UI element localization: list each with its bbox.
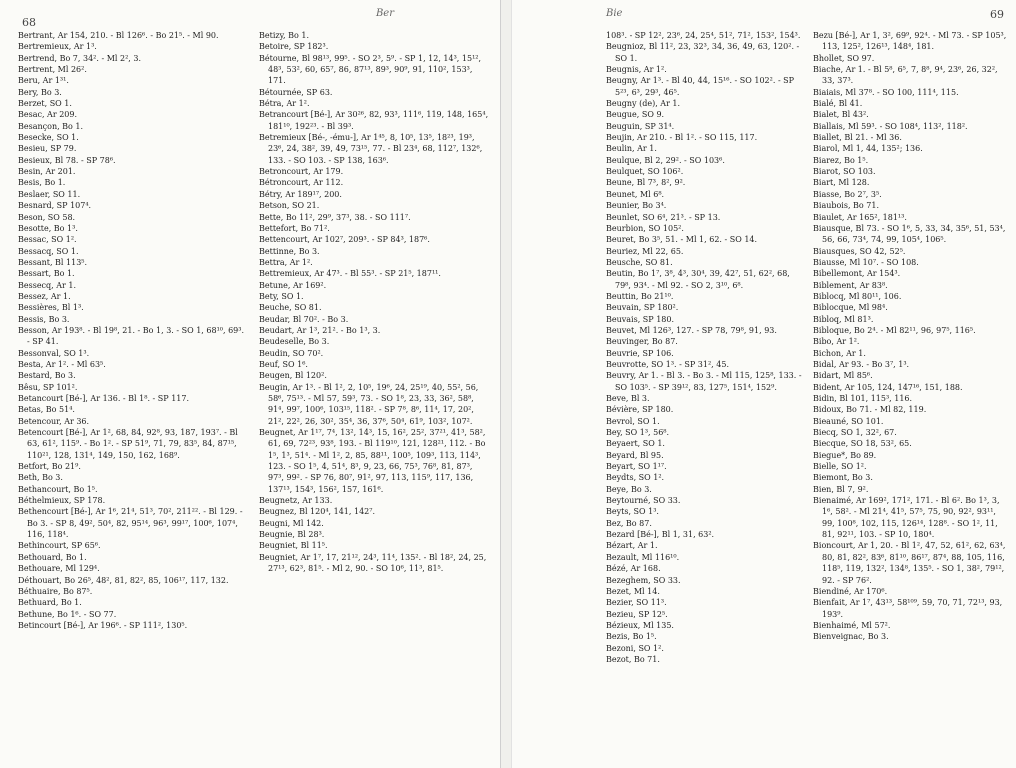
index-entry: Beuvet, Ml 126³, 127. - SP 78, 79⁸, 91, 93. xyxy=(606,325,777,335)
index-entry: Berzet, SO 1. xyxy=(18,99,72,109)
index-entry: Bezoni, SO 1². xyxy=(606,643,664,653)
index-entry: Beuttin, Bo 21¹⁰. xyxy=(606,291,674,301)
index-entry: Bezieu, SP 12⁵. xyxy=(606,609,668,619)
index-entry: Bez, Bo 87. xyxy=(606,518,652,528)
index-entry: Biausque, Bl 73. - SO 1⁶, 5, 33, 34, 35⁶, 51, 53⁴, 56, 66, 73⁴, 74, 99, 105⁴, 106⁵. xyxy=(813,223,1006,245)
right-page xyxy=(510,0,1016,768)
left-column-1 xyxy=(18,30,249,631)
index-entry: 108³. - SP 12², 23⁶, 24, 25⁴, 51², 71², 153², 154³. xyxy=(606,31,801,40)
index-entry: Betencourt [Bé-], Ar 1², 68, 84, 92⁸, 93, 187, 193⁷. - Bl 63, 61², 115⁹. - Bo 1². - SP 51⁹, 71, 79, 83⁵, 84, 87¹⁵, 110²¹, 128, 131⁴, 149, 150, 162, 168⁹. xyxy=(18,428,238,460)
index-entry: Betfort, Bo 21⁹. xyxy=(18,462,81,472)
index-entry: Bessac, SO 1². xyxy=(18,235,77,245)
index-entry: Besecke, SO 1. xyxy=(18,133,79,143)
index-entry: Bézart, Ar 1. xyxy=(606,541,658,551)
index-entry: Beyart, SO 1¹⁷. xyxy=(606,462,667,472)
index-entry: Bezet, Ml 14. xyxy=(606,586,660,596)
index-entry: Bertrend, Bo 7, 34². - Ml 2², 3. xyxy=(18,53,142,63)
index-entry: Beunier, Bo 3⁴. xyxy=(606,201,667,211)
index-entry: Bétra, Ar 1². xyxy=(259,99,310,109)
index-entry: Bielle, SO 1². xyxy=(813,462,867,472)
index-entry: Biache, Ar 1. - Bl 5⁸, 6⁵, 7, 8⁸, 9⁴, 23⁶, 26, 32², 33, 37³. xyxy=(813,65,998,86)
index-entry: Biendiné, Ar 170⁶. xyxy=(813,586,888,596)
index-entry: Bessis, Bo 3. xyxy=(18,314,70,324)
index-entry: Bévière, SP 180. xyxy=(606,405,674,415)
index-entry: Beugnet, Ar 1¹⁷, 7⁴, 13², 14³, 15, 16², 25², 37²¹, 41³, 58², 61, 69, 72²³, 93⁸, 193. - Bl 119¹⁰, 121, 128²¹, 112. - Bo 1⁵, 1³, 51⁴. - Ml 1², 2, 85, 88¹¹, 100⁵, 109³, 113, 114³, 123. - SO 1⁵, 4, 51⁴, 8³, 9, 23, 66, 75³, 76⁸, 81, 87³, 97³, 99². - SP 76, 80⁷, 91², 97, 113, 115⁹, 117, 136, 137¹³, 154³, 156², 157, 161⁶. xyxy=(259,428,486,494)
index-entry: Beugnis, Ar 1². xyxy=(606,65,667,75)
page-number-left: 68 xyxy=(22,16,36,29)
index-entry: Bézé, Ar 168. xyxy=(606,564,661,574)
index-entry: Biemont, Bo 3. xyxy=(813,473,873,483)
index-entry: Bezis, Bo 1⁵. xyxy=(606,632,657,642)
index-entry: Bialé, Bl 41. xyxy=(813,99,863,109)
index-entry: Bétry, Ar 189¹⁷, 200. xyxy=(259,189,342,199)
index-entry: Beugue, SO 9. xyxy=(606,110,665,120)
index-entry: Bidal, Ar 93. - Bo 3⁷, 1³. xyxy=(813,359,910,369)
index-entry: Bezault, Ml 116¹⁰. xyxy=(606,552,680,562)
index-entry: Bethune, Bo 1⁶. - SO 77. xyxy=(18,609,117,619)
index-entry: Bezier, SO 11³. xyxy=(606,598,667,608)
index-entry: Besis, Bo 1. xyxy=(18,178,66,188)
index-entry: Beson, SO 58. xyxy=(18,212,76,222)
index-entry: Beru, Ar 1³¹. xyxy=(18,76,69,86)
index-entry: Beulin, Ar 1. xyxy=(606,144,657,154)
index-entry: Besin, Ar 201. xyxy=(18,167,76,177)
index-entry: Bieauné, SO 101. xyxy=(813,416,884,426)
page-number-right: 69 xyxy=(990,8,1004,21)
index-entry: Beudar, Bl 70². - Bo 3. xyxy=(259,314,349,324)
index-entry: Biaulet, Ar 165², 181¹³. xyxy=(813,212,907,222)
index-entry: Beye, Bo 3. xyxy=(606,484,652,494)
index-entry: Bevrol, SO 1. xyxy=(606,416,660,426)
index-entry: Bette, Bo 11², 29⁹, 37³, 38. - SO 111⁷. xyxy=(259,212,411,222)
index-entry: Beugny, Ar 1³. - Bl 40, 44, 15¹⁶. - SO 102². - SP 5²³, 6³, 29³, 46⁵. xyxy=(606,76,795,97)
index-entry: Bethuard, Bo 1. xyxy=(18,598,82,608)
index-entry: Beuf, SO 1⁶. xyxy=(259,359,308,369)
right-page-header xyxy=(606,6,1010,30)
index-entry: Bethancourt, Bo 1⁵. xyxy=(18,484,98,494)
index-entry: Beth, Bo 3. xyxy=(18,473,63,483)
index-entry: Bezeghem, SO 33. xyxy=(606,575,681,585)
index-entry: Beugny (de), Ar 1. xyxy=(606,99,681,109)
index-entry: Beutin, Bo 1⁷, 3⁸, 4³, 30⁴, 39, 42⁷, 51, 62², 68, 79⁸, 93⁴. - Ml 92. - SO 2, 3¹⁰, 6⁸. xyxy=(606,269,790,290)
index-entry: Beugnie, Bl 28³. xyxy=(259,530,325,540)
index-entry: Beulquet, SO 106². xyxy=(606,167,684,177)
index-entry: Betancourt [Bé-], Ar 136. - Bl 1⁸. - SP 117. xyxy=(18,394,189,403)
index-entry: Bibloque, Bo 2⁴. - Ml 82¹¹, 96, 97⁵, 116⁵. xyxy=(813,325,976,335)
index-entry: Déthouart, Bo 26⁵, 48², 81, 82², 85, 106¹⁷, 117, 132. xyxy=(18,575,229,585)
index-entry: Beunlet, SO 6⁴, 21³. - SP 13. xyxy=(606,212,721,222)
index-entry: Beugniet, Ar 1⁷, 17, 21¹², 24³, 11⁴, 135². - Bl 18², 24, 25, 27¹³, 62³, 81⁵. - Ml 2, 90. - SO 10⁶, 11³, 81⁵. xyxy=(259,552,487,574)
index-entry: Bétroncourt, Ar 112. xyxy=(259,178,344,188)
index-entry: Beulque, Bl 2, 29². - SO 103⁶. xyxy=(606,155,725,165)
index-entry: Biallais, Ml 59³. - SO 108⁴, 113², 118². xyxy=(813,121,968,131)
index-entry: Bessières, Bl 1³. xyxy=(18,303,84,313)
index-entry: Biaubois, Bo 71. xyxy=(813,201,880,211)
left-columns xyxy=(18,30,490,631)
index-entry: Biblocq, Ml 80¹¹, 106. xyxy=(813,291,902,301)
right-column-1 xyxy=(606,30,803,665)
index-entry: Bettencourt, Ar 102⁷, 209³. - SP 84³, 187⁶. xyxy=(259,235,430,245)
index-entry: Beugniet, Bl 11⁵. xyxy=(259,541,328,551)
index-entry: Besieu, SP 79. xyxy=(18,144,77,154)
index-entry: Beudart, Ar 1³, 21². - Bo 1³, 3. xyxy=(259,325,381,335)
index-entry: Biecq, SO 1, 32², 67. xyxy=(813,428,897,438)
index-entry: Beuvinger, Bo 87. xyxy=(606,337,678,347)
index-entry: Bethincourt, SP 65⁶. xyxy=(18,541,101,551)
index-entry: Béthuaire, Bo 87⁵. xyxy=(18,586,93,596)
index-entry: Beuvry, Ar 1. - Bl 3. - Bo 3. - Ml 115, 125⁸, 133. - SO 103⁵. - SP 39¹², 83, 127⁵, 151⁴, 152⁹. xyxy=(606,371,802,392)
index-entry: Biblocque, Ml 98⁴. xyxy=(813,303,888,313)
left-page-header xyxy=(18,6,490,30)
index-entry: Béthelmieux, SP 178. xyxy=(18,496,106,506)
index-entry: Bialet, Bl 43². xyxy=(813,110,869,120)
index-entry: Beusche, SO 81. xyxy=(606,257,673,267)
index-entry: Betincourt [Bé-], Ar 196⁶. - SP 111², 130⁵. xyxy=(18,620,188,630)
index-entry: Bibloq, Ml 81³. xyxy=(813,314,874,324)
index-entry: Besac, Ar 209. xyxy=(18,110,78,120)
index-entry: Biecque, SO 18, 53², 65. xyxy=(813,439,912,449)
index-entry: Beydts, SO 1². xyxy=(606,473,665,483)
index-entry: Beuche, SO 81. xyxy=(259,303,322,313)
index-entry: Besotte, Bo 1³. xyxy=(18,223,78,233)
right-column-2 xyxy=(813,30,1010,665)
index-entry: Betroncourt, Ar 179. xyxy=(259,167,344,177)
index-entry: Beugen, Bl 120². xyxy=(259,371,327,381)
index-entry: Bienaimé, Ar 169², 171², 171. - Bl 6². Bo 1³, 3, 1⁶, 58². - Ml 21⁴, 41⁵, 57⁵, 75, 90, 92², 93¹¹, 99, 100⁸, 102, 115, 126¹⁴, 128⁸. - SO 1², 11, 81, 92¹¹, 103. - SP 10, 180⁴. xyxy=(813,496,1000,540)
index-entry: Bessez, Ar 1. xyxy=(18,291,71,301)
index-entry: Besta, Ar 1². - Ml 63⁵. xyxy=(18,359,106,369)
index-entry: Biegue*, Bo 89. xyxy=(813,450,877,460)
index-entry: Bessart, Bo 1. xyxy=(18,269,75,279)
index-entry: Bézieux, Ml 135. xyxy=(606,620,674,630)
index-entry: Beujin, Ar 210. - Bl 1². - SO 115, 117. xyxy=(606,133,758,143)
index-entry: Bêsu, SP 101². xyxy=(18,382,78,392)
index-entry: Bioncourt, Ar 1, 20. - Bl 1², 47, 52, 61², 62, 63⁴, 80, 81, 82², 83⁶, 81¹⁰, 86¹⁷, 87⁴, 88, 105, 116, 118⁵, 119, 132², 134⁸, 135⁵. - SO 1, 38², 79¹², 92. - SP 76². xyxy=(813,541,1006,585)
index-entry: Beslaer, SO 11. xyxy=(18,189,81,199)
index-entry: Bienhaimé, Ml 57². xyxy=(813,620,891,630)
index-entry: Bettinne, Bo 3. xyxy=(259,246,320,256)
index-entry: Bibellemont, Ar 154³. xyxy=(813,269,901,279)
index-entry: Beugnetz, Ar 133. xyxy=(259,496,333,506)
index-entry: Bestard, Bo 3. xyxy=(18,371,76,381)
index-entry: Beugnez, Bl 120⁴, 141, 142⁷. xyxy=(259,507,375,517)
index-entry: Beuvain, SP 180². xyxy=(606,303,679,313)
index-entry: Biausques, SO 42, 52⁵. xyxy=(813,246,906,256)
index-entry: Beudeselle, Bo 3. xyxy=(259,337,330,347)
index-entry: Betson, SO 21. xyxy=(259,201,320,211)
index-entry: Bezot, Bo 71. xyxy=(606,654,660,664)
index-entry: Beune, Bl 7³, 8², 9². xyxy=(606,178,686,188)
running-head-left: Ber xyxy=(375,8,394,19)
index-entry: Beyts, SO 1³. xyxy=(606,507,659,517)
index-entry: Bidoux, Bo 71. - Ml 82, 119. xyxy=(813,405,927,415)
index-entry: Bessonval, SO 1³. xyxy=(18,348,90,358)
index-entry: Beve, Bl 3. xyxy=(606,394,650,403)
index-entry: Bethouare, Ml 129⁴. xyxy=(18,564,100,574)
index-entry: Bety, SO 1. xyxy=(259,291,304,301)
index-entry: Beuriez, Ml 22, 65. xyxy=(606,246,684,256)
index-entry: Betrancourt [Bé-], Ar 30²⁶, 82, 93³, 111⁶, 119, 148, 165⁴, 181¹⁰, 192²³. - Bl 39³. xyxy=(259,110,489,131)
index-entry: Bertremieux, Ar 1³. xyxy=(18,42,97,52)
index-entry: Betoire, SP 182³. xyxy=(259,42,329,52)
index-entry: Besnard, SP 107⁴. xyxy=(18,201,92,211)
index-entry: Bichon, Ar 1. xyxy=(813,348,866,358)
index-entry: Betas, Bo 51⁴. xyxy=(18,405,75,415)
index-entry: Beyaert, SO 1. xyxy=(606,439,665,449)
index-entry: Beuvais, SP 180. xyxy=(606,314,675,324)
index-entry: Biarol, Ml 1, 44, 135²; 136. xyxy=(813,144,923,154)
index-entry: Bident, Ar 105, 124, 147¹⁶, 151, 188. xyxy=(813,382,963,392)
index-entry: Bettra, Ar 1². xyxy=(259,257,313,267)
left-page xyxy=(0,0,500,768)
index-entry: Beudin, SO 70². xyxy=(259,348,324,358)
index-entry: Betune, Ar 169². xyxy=(259,280,327,290)
index-entry: Bertrent, Ml 26². xyxy=(18,65,87,75)
index-entry: Bethencourt [Bé-], Ar 1⁶, 21⁴, 51³, 70², 211²². - Bl 129. - Bo 3. - SP 8, 49², 50⁴, 82, 95¹⁴, 96³, 99¹⁷, 100⁶, 107⁴, 116, 118⁴. xyxy=(18,507,243,540)
index-entry: Besieux, Bl 78. - SP 78⁶. xyxy=(18,155,116,165)
index-entry: Biblement, Ar 83⁸. xyxy=(813,280,888,290)
index-entry: Bery, Bo 3. xyxy=(18,87,62,97)
running-head-right: Bie xyxy=(606,8,623,19)
index-entry: Bhollet, SO 97. xyxy=(813,53,875,63)
index-entry: Bien, Bl 7, 9². xyxy=(813,484,869,494)
index-entry: Biallet, Bl 21. - Ml 36. xyxy=(813,133,902,143)
index-entry: Bezu [Bé-], Ar 1, 3², 69⁹, 92⁴. - Ml 73. - SP 105³, 113, 125², 126¹³, 148⁴, 181. xyxy=(813,31,1007,52)
index-entry: Bienfait, Ar 1⁷, 43¹³, 58¹⁰⁹, 59, 70, 71, 72¹³, 93, 193⁹. xyxy=(813,598,1003,619)
index-entry: Bétourne, Bl 98¹³, 99⁵. - SO 2³, 5⁹. - SP 1, 12, 14³, 15¹², 48³, 53², 60, 65⁷, 86, 87¹³, 89³, 90⁹, 91, 110², 153³, 171. xyxy=(259,53,482,86)
index-entry: Biasse, Bo 2⁷, 3⁵. xyxy=(813,189,882,199)
index-entry: Beytourné, SO 33. xyxy=(606,496,681,506)
index-entry: Besson, Ar 193⁸. - Bl 19⁸, 21. - Bo 1, 3. - SO 1, 68¹⁰, 69³. - SP 41. xyxy=(18,325,244,347)
index-entry: Bertrant, Ar 154, 210. - Bl 126⁶. - Bo 21⁵. - Ml 90. xyxy=(18,31,219,40)
index-entry: Bettefort, Bo 71². xyxy=(259,223,330,233)
index-entry: Beuret, Bo 3⁵, 51. - Ml 1, 62. - SO 14. xyxy=(606,235,758,245)
index-entry: Bienveignac, Bo 3. xyxy=(813,632,889,642)
index-entry: Biarez, Bo 1⁵. xyxy=(813,155,869,165)
index-entry: Betencour, Ar 36. xyxy=(18,416,90,426)
index-entry: Bettremieux, Ar 47³. - Bl 55³. - SP 21⁵, 187¹¹. xyxy=(259,269,441,279)
index-entry: Beugnioz, Bl 11², 23, 32³, 34, 36, 49, 63, 120². - SO 1. xyxy=(606,42,800,63)
index-entry: Bidin, Bl 101, 115³, 116. xyxy=(813,394,913,403)
index-entry: Bibo, Ar 1². xyxy=(813,337,860,347)
index-entry: Beuvrotte, SO 1³. - SP 31², 45. xyxy=(606,359,729,369)
index-entry: Betizy, Bo 1. xyxy=(259,31,310,40)
index-entry: Bessecq, Ar 1. xyxy=(18,280,77,290)
index-entry: Beugni, Ml 142. xyxy=(259,518,324,528)
right-columns xyxy=(606,30,1010,665)
index-entry: Bezard [Bé-], Bl 1, 31, 63². xyxy=(606,530,715,540)
index-entry: Beyard, Bl 95. xyxy=(606,450,664,460)
index-entry: Besançon, Bo 1. xyxy=(18,121,84,131)
index-entry: Biausse, Ml 10⁷. - SO 108. xyxy=(813,257,919,267)
index-entry: Beunet, Ml 6⁸. xyxy=(606,189,665,199)
index-entry: Biarot, SO 103. xyxy=(813,167,876,177)
index-entry: Biaiais, Ml 37⁸. - SO 100, 111⁴, 115. xyxy=(813,87,959,97)
left-column-2 xyxy=(259,30,490,631)
index-entry: Beugin, Ar 1³. - Bl 1², 2, 10⁵, 19⁶, 24, 25¹⁹, 40, 55², 56, 58⁶, 75¹³. - Ml 57, 59³, 73. - SO 1⁸, 23, 33, 36², 58⁸, 91⁴, 99⁷, 100⁶, 103¹⁵, 118². - SP 7⁸, 8⁶, 11⁴, 17, 20², 21², 22², 26, 30², 35⁴, 36, 37⁶, 50⁴, 61⁹, 103², 107². xyxy=(259,382,479,426)
index-entry: Beuvrie, SP 106. xyxy=(606,348,674,358)
index-entry: Beurbion, SO 105². xyxy=(606,223,684,233)
index-entry: Bey, SO 1³, 56⁸. xyxy=(606,428,670,438)
index-entry: Bessacq, SO 1. xyxy=(18,246,79,256)
index-entry: Bessant, Bl 113⁵. xyxy=(18,257,88,267)
index-entry: Beuguin, SP 31⁴. xyxy=(606,121,675,131)
index-entry: Bethouard, Bo 1. xyxy=(18,552,87,562)
index-entry: Betremieux [Bé-, -ému-], Ar 1⁴⁵, 8, 10⁵, 13⁵, 18²³, 19³, 23⁶, 24, 38², 39, 49, 73¹⁵, 77. - Bl 23⁴, 68, 112⁷, 132⁶, 133. - SO 103. - SP 138, 163⁶. xyxy=(259,133,483,165)
index-entry: Bétournée, SP 63. xyxy=(259,87,333,97)
index-entry: Biart, Ml 128. xyxy=(813,178,870,188)
index-entry: Bidart, Ml 85⁶. xyxy=(813,371,873,381)
